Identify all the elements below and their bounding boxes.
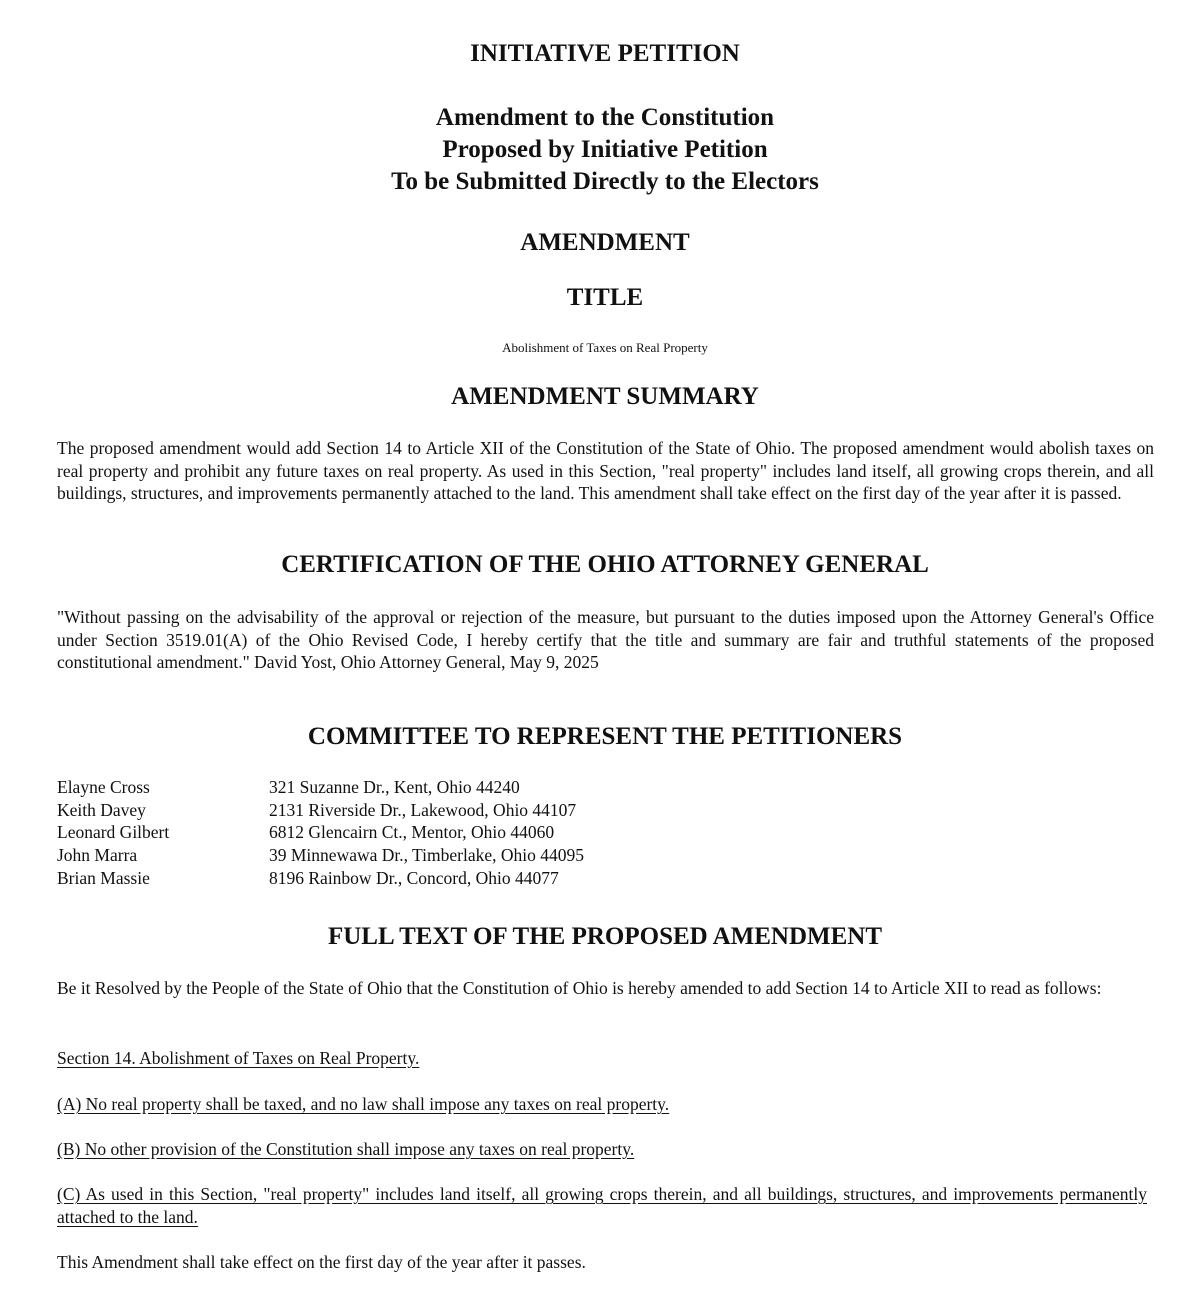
subheading-line: Proposed by Initiative Petition — [442, 136, 768, 163]
resolved-paragraph: Be it Resolved by the People of the State of Ohio that the Constitution of Ohio is hereby amended to add Section 14 to Article XII to read as follows: — [57, 978, 1102, 998]
document-subheading — [0, 102, 1200, 198]
committee-heading: COMMITTEE TO REPRESENT THE PETITIONERS — [307, 723, 903, 750]
member-address: 321 Suzanne Dr., Kent, Ohio 44240 — [269, 777, 520, 797]
effective-date-paragraph: This Amendment shall take effect on the first day of the year after it passes. — [57, 1252, 586, 1272]
certification-heading: CERTIFICATION OF THE OHIO ATTORNEY GENERAL — [281, 551, 929, 578]
member-name: Leonard Gilbert — [57, 822, 170, 843]
amendment-title-text: Abolishment of Taxes on Real Property — [502, 340, 708, 355]
summary-paragraph: The proposed amendment would add Section 14 to Article XII of the Constitution of the State of Ohio. The proposed amendment would abolish taxes on real property and prohibit any future taxes on real property. As used in this Section, "real property" includes land itself, all growing crops therein, and all buildings, structures, and improvements permanently attached to the land. This amendment shall take effect on the first day of the year after it is passed. — [57, 438, 1154, 503]
committee-member-row — [57, 776, 584, 799]
clause-a: (A) No real property shall be taxed, and no law shall impose any taxes on real property. — [57, 1094, 670, 1114]
clause-c: (C) As used in this Section, "real property" includes land itself, all growing crops therein, and all buildings, structures, and improvements permanently attached to the land. — [57, 1184, 1147, 1227]
subheading-line: Amendment to the Constitution — [435, 104, 775, 131]
committee-member-row — [57, 799, 584, 822]
full-text-heading: FULL TEXT OF THE PROPOSED AMENDMENT — [327, 923, 883, 950]
clause-b: (B) No other provision of the Constitution shall impose any taxes on real property. — [57, 1139, 635, 1159]
document-heading: INITIATIVE PETITION — [470, 40, 740, 67]
section-title: Section 14. Abolishment of Taxes on Real Property. — [57, 1048, 420, 1068]
member-name: Brian Massie — [57, 867, 150, 888]
member-address: 2131 Riverside Dr., Lakewood, Ohio 44107 — [269, 799, 577, 820]
member-name: Elayne Cross — [57, 777, 150, 797]
member-name: John Marra — [57, 845, 138, 866]
committee-member-list — [57, 776, 584, 889]
amendment-heading: AMENDMENT — [520, 229, 690, 256]
member-name: Keith Davey — [57, 799, 146, 820]
subheading-line: To be Submitted Directly to the Electors — [391, 168, 819, 195]
summary-heading: AMENDMENT SUMMARY — [451, 383, 759, 410]
member-address: 6812 Glencairn Ct., Mentor, Ohio 44060 — [269, 822, 555, 843]
committee-member-row — [57, 867, 584, 890]
title-heading: TITLE — [566, 284, 644, 311]
member-address: 8196 Rainbow Dr., Concord, Ohio 44077 — [269, 867, 559, 888]
committee-member-row — [57, 844, 584, 867]
member-address: 39 Minnewawa Dr., Timberlake, Ohio 44095 — [269, 845, 584, 866]
committee-member-row — [57, 821, 584, 844]
certification-paragraph: "Without passing on the advisability of the approval or rejection of the measure, but pursuant to the duties imposed upon the Attorney General's Office under Section 3519.01(A) of the Ohio Revised Code, I hereby certify that the title and summary are fair and truthful statements of the proposed constitutional amendment." David Yost, Ohio Attorney General, May 9, 2025 — [57, 607, 1154, 672]
